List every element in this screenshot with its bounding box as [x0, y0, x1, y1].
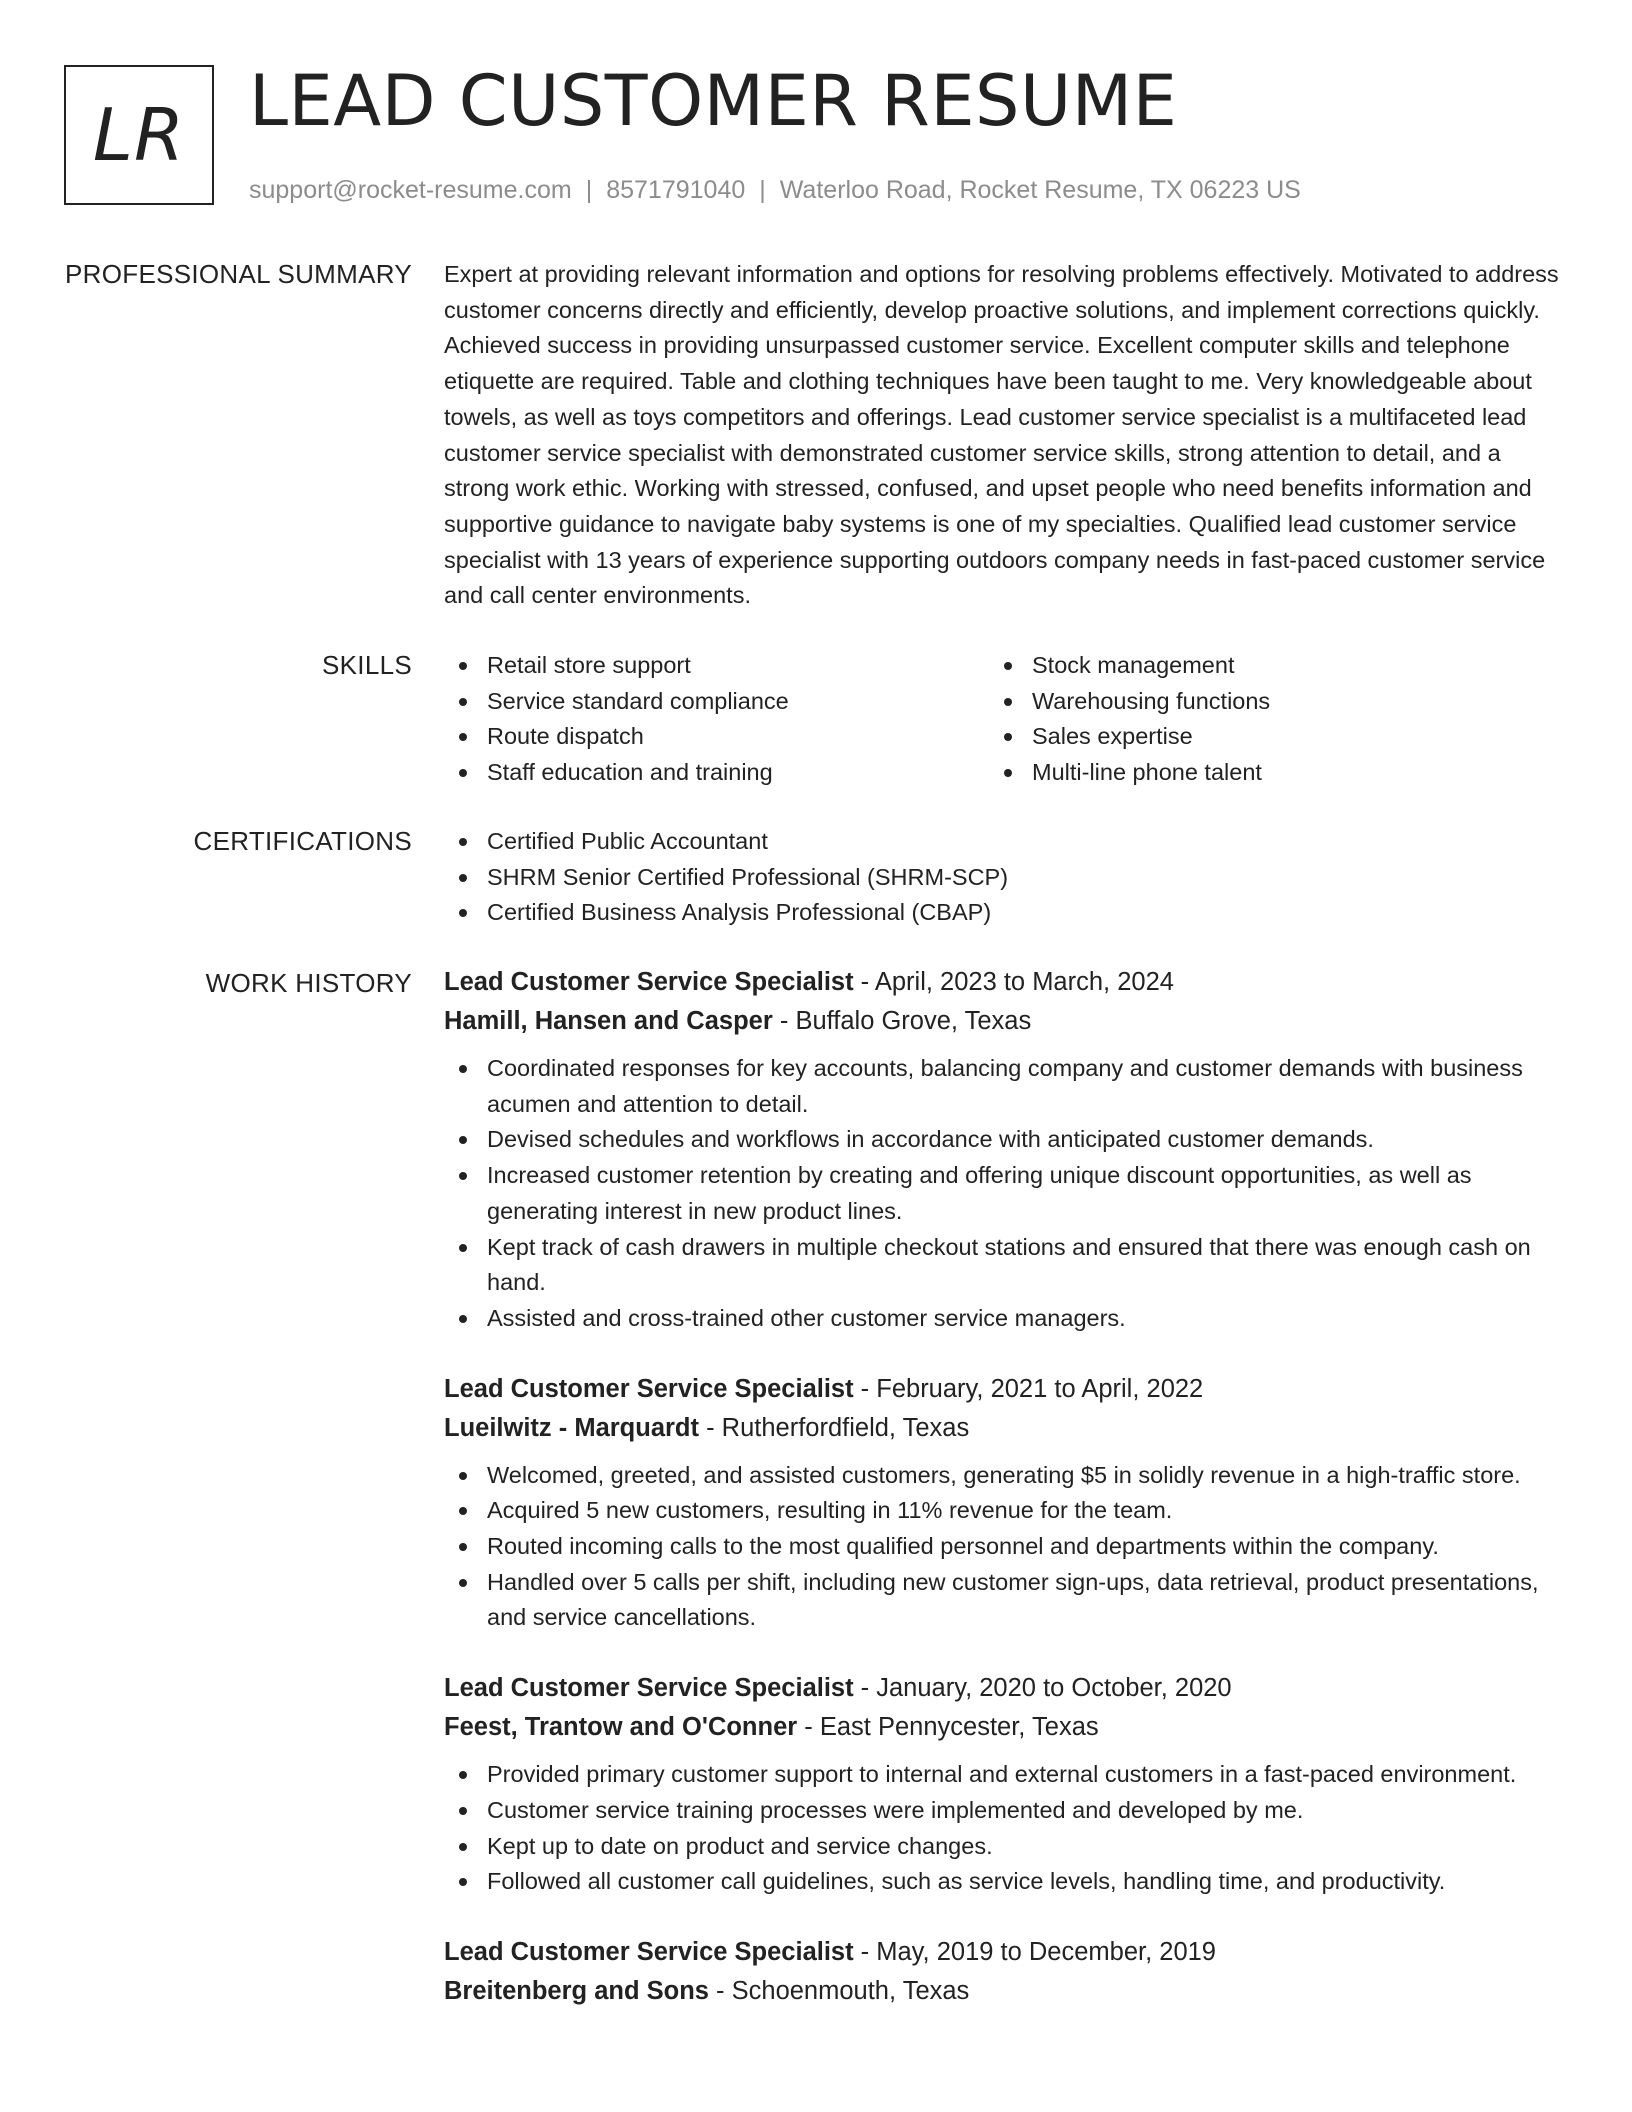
certifications-list — [444, 824, 1564, 931]
job-dates: - May, 2019 to December, 2019 — [853, 1937, 1216, 1966]
contact-separator: | — [585, 176, 593, 204]
summary-text: Expert at providing relevant information and options for resolving problems effectively. Motivated to address customer concerns directly and efficiently, develop proactive solutions, and implement corrections quickly. Achieved success in providing unsurpassed customer service. Excellent computer skills and telephone etiquette are required. Table and clothing techniques have been taught to me. Very knowledgeable about towels, as well as toys competitors and offerings. Lead customer service specialist is a multifaceted lead customer service specialist with demonstrated customer service skills, strong attention to detail, and a strong work ethic. Working with stressed, confused, and upset people who need benefits information and supportive guidance to navigate baby systems is one of my specialties. Qualified lead customer service specialist with 13 years of experience supporting outdoors company needs in fast-paced customer service and call center environments. — [444, 261, 1559, 609]
job-bullet: Acquired 5 new customers, resulting in 11% revenue for the team. — [444, 1493, 1564, 1529]
job-company: Breitenberg and Sons — [444, 1976, 709, 2005]
monogram-logo — [64, 65, 214, 205]
job-bullet: Handled over 5 calls per shift, including new customer sign-ups, data retrieval, product presentations, and service cancellations. — [444, 1565, 1564, 1636]
skill-item: Sales expertise — [989, 719, 1534, 755]
resume-title: LEAD CUSTOMER RESUME — [249, 60, 1178, 142]
job-bullet: Provided primary customer support to internal and external customers in a fast-paced environment. — [444, 1757, 1564, 1793]
job-company-line — [444, 1002, 1564, 1041]
section-label-summary: PROFESSIONAL SUMMARY — [65, 259, 412, 289]
job-bullet: Increased customer retention by creating and offering unique discount opportunities, as well as generating interest in new product lines. — [444, 1158, 1564, 1229]
contact-separator: | — [759, 176, 766, 204]
job-dates: - April, 2023 to March, 2024 — [853, 968, 1174, 996]
job-location: - East Pennycester, Texas — [797, 1713, 1099, 1742]
job-bullet: Assisted and cross-trained other customer service managers. — [444, 1301, 1564, 1337]
job-title-line — [444, 1669, 1564, 1708]
section-label-skills: SKILLS — [322, 650, 412, 680]
job-dates: - January, 2020 to October, 2020 — [853, 1674, 1232, 1703]
certification-item: SHRM Senior Certified Professional (SHRM-SCP) — [444, 860, 1564, 896]
job-bullet: Routed incoming calls to the most qualified personnel and departments within the company. — [444, 1529, 1564, 1565]
skill-item: Staff education and training — [444, 755, 989, 791]
job-location: - Schoenmouth, Texas — [708, 1976, 970, 2005]
certification-item: Certified Business Analysis Professional (CBAP) — [444, 895, 1564, 931]
skills-list-right — [989, 648, 1534, 791]
job-dates: - February, 2021 to April, 2022 — [853, 1374, 1204, 1403]
contact-email: support@rocket-resume.com — [249, 176, 572, 204]
skill-item: Service standard compliance — [444, 684, 989, 720]
job-title: Lead Customer Service Specialist — [444, 1674, 854, 1703]
contact-address: Waterloo Road, Rocket Resume, TX 06223 US — [779, 176, 1301, 204]
job-title: Lead Customer Service Specialist — [444, 968, 854, 996]
job-bullet: Welcomed, greeted, and assisted customers, generating $5 in solidly revenue in a high-traffic store. — [444, 1458, 1564, 1494]
job-bullets — [444, 1458, 1564, 1637]
job-bullets — [444, 1757, 1564, 1900]
job-entry — [444, 1370, 1564, 1637]
skill-item: Multi-line phone talent — [989, 755, 1534, 791]
job-company-line — [444, 1972, 1564, 2011]
job-company: Hamill, Hansen and Casper — [444, 1007, 773, 1035]
job-entry — [444, 1933, 1564, 2011]
monogram-initials: LR — [92, 93, 186, 177]
job-bullet: Followed all customer call guidelines, such as service levels, handling time, and productivity. — [444, 1864, 1564, 1900]
job-title-line — [444, 963, 1564, 1002]
job-title-line — [444, 1370, 1564, 1409]
section-label-certifications: CERTIFICATIONS — [193, 826, 412, 856]
job-location: - Buffalo Grove, Texas — [772, 1007, 1032, 1035]
job-entry — [444, 1669, 1564, 1900]
job-entry — [444, 963, 1564, 1337]
section-label-work-history: WORK HISTORY — [205, 968, 412, 998]
contact-phone: 8571791040 — [606, 176, 746, 204]
job-bullets — [444, 1051, 1564, 1337]
job-bullet: Kept up to date on product and service changes. — [444, 1829, 1564, 1865]
skill-item: Retail store support — [444, 648, 989, 684]
job-bullet: Kept track of cash drawers in multiple checkout stations and ensured that there was enough cash on hand. — [444, 1230, 1564, 1301]
certification-item: Certified Public Accountant — [444, 824, 1564, 860]
job-title: Lead Customer Service Specialist — [444, 1937, 854, 1966]
job-company: Feest, Trantow and O'Conner — [444, 1713, 798, 1742]
job-bullet: Coordinated responses for key accounts, balancing company and customer demands with business acumen and attention to detail. — [444, 1051, 1564, 1122]
job-title-line — [444, 1933, 1564, 1972]
skill-item: Stock management — [989, 648, 1534, 684]
job-title: Lead Customer Service Specialist — [444, 1374, 854, 1403]
job-bullet: Customer service training processes were implemented and developed by me. — [444, 1793, 1564, 1829]
job-location: - Rutherfordfield, Texas — [699, 1413, 970, 1442]
skill-item: Route dispatch — [444, 719, 989, 755]
job-company-line — [444, 1409, 1564, 1448]
skills-list-left — [444, 648, 989, 791]
job-company: Lueilwitz - Marquardt — [444, 1413, 699, 1442]
job-bullet: Devised schedules and workflows in accordance with anticipated customer demands. — [444, 1122, 1564, 1158]
job-company-line — [444, 1708, 1564, 1747]
contact-line — [249, 172, 1301, 208]
skill-item: Warehousing functions — [989, 684, 1534, 720]
